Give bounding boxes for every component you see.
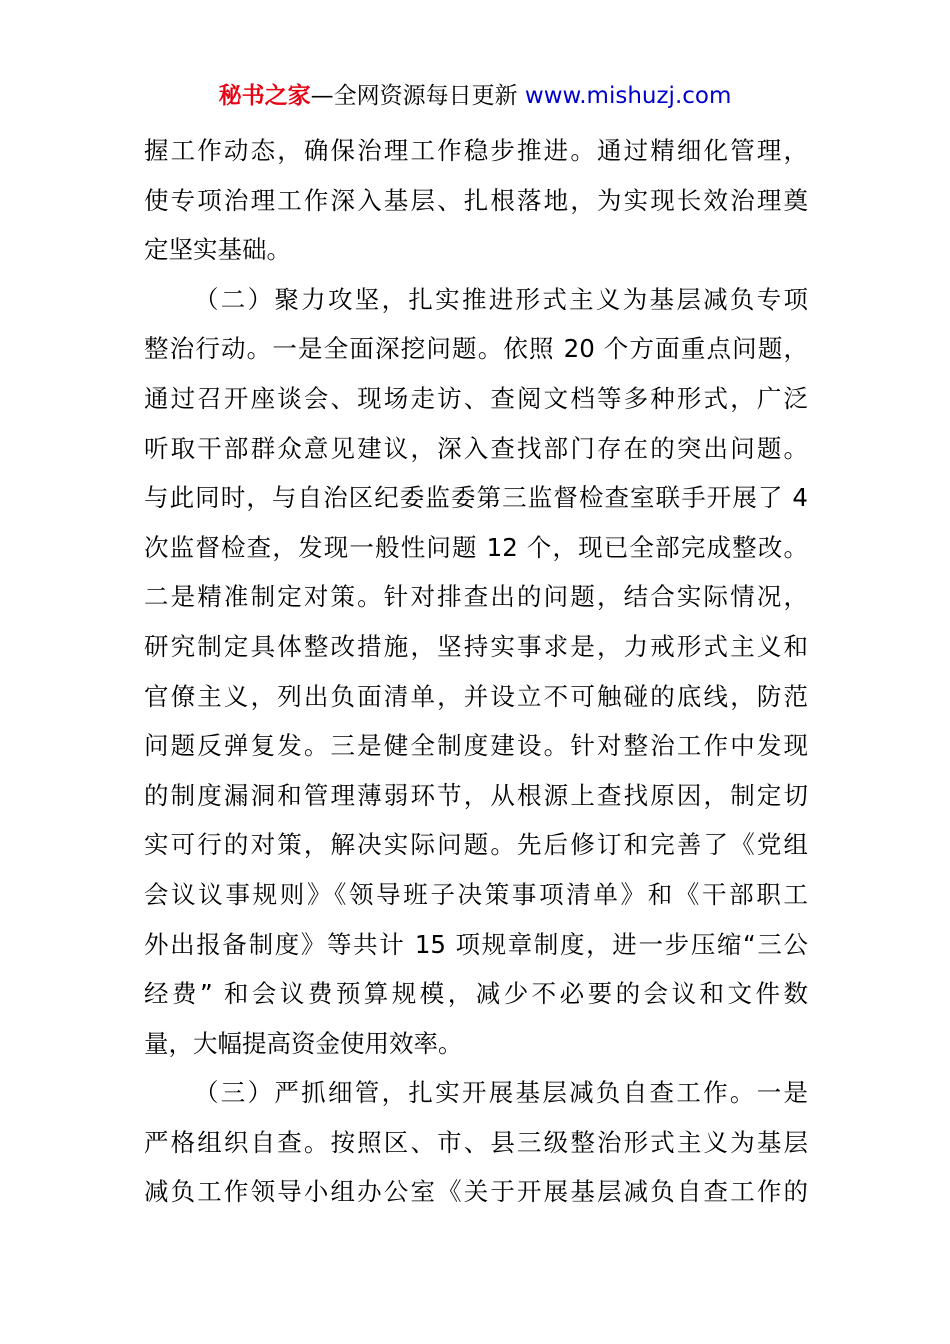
text-line: 会议议事规则》《领导班子决策事项清单》和《干部职工 (144, 879, 808, 909)
text-line: 次监督检查，发现一般性问题 12 个，现已全部完成整改。 (144, 532, 808, 562)
text-line: 问题反弹复发。三是健全制度建设。针对整治工作中发现 (144, 731, 808, 761)
text-line: 握工作动态，确保治理工作稳步推进。通过精细化管理， (144, 136, 808, 165)
brand-name: 秘书之家 (218, 83, 311, 109)
text-line: 使专项治理工作深入基层、扎根落地，为实现长效治理奠 (144, 185, 808, 215)
text-line: 研究制定具体整改措施，坚持实事求是，力戒形式主义和 (144, 631, 808, 661)
text-line: 二是精准制定对策。针对排查出的问题，结合实际情况， (144, 582, 808, 612)
text-line: 定坚实基础。 (144, 235, 291, 265)
text-line: 经费” 和会议费预算规模，减少不必要的会议和文件数 (144, 979, 808, 1009)
text-line: 量，大幅提高资金使用效率。 (144, 1028, 463, 1058)
text-line: （二）聚力攻坚，扎实推进形式主义为基层减负专项 (194, 284, 808, 314)
text-line: 整治行动。一是全面深挖问题。依照 20 个方面重点问题， (144, 334, 808, 364)
text-line: （三）严抓细管，扎实开展基层减负自查工作。一是 (194, 1078, 808, 1108)
site-header (0, 80, 950, 112)
text-line: 减负工作领导小组办公室《关于开展基层减负自查工作的 (144, 1177, 808, 1207)
text-line: 听取干部群众意见建议，深入查找部门存在的突出问题。 (144, 433, 808, 463)
text-line: 与此同时，与自治区纪委监委第三监督检查室联手开展了 4 (144, 483, 808, 513)
header-tagline: —全网资源每日更新 (310, 83, 525, 109)
text-line: 外出报备制度》等共计 15 项规章制度，进一步压缩“三公 (144, 929, 808, 959)
document-body (144, 126, 808, 1217)
text-line: 官僚主义，列出负面清单，并设立不可触碰的底线，防范 (144, 681, 808, 711)
site-url-link[interactable]: www.mishuzj.com (524, 83, 732, 109)
text-line: 通过召开座谈会、现场走访、查阅文档等多种形式，广泛 (144, 383, 808, 413)
text-line: 的制度漏洞和管理薄弱环节，从根源上查找原因，制定切 (144, 780, 808, 810)
text-line: 实可行的对策，解决实际问题。先后修订和完善了《党组 (144, 830, 808, 860)
text-line: 严格组织自查。按照区、市、县三级整治形式主义为基层 (144, 1127, 808, 1157)
